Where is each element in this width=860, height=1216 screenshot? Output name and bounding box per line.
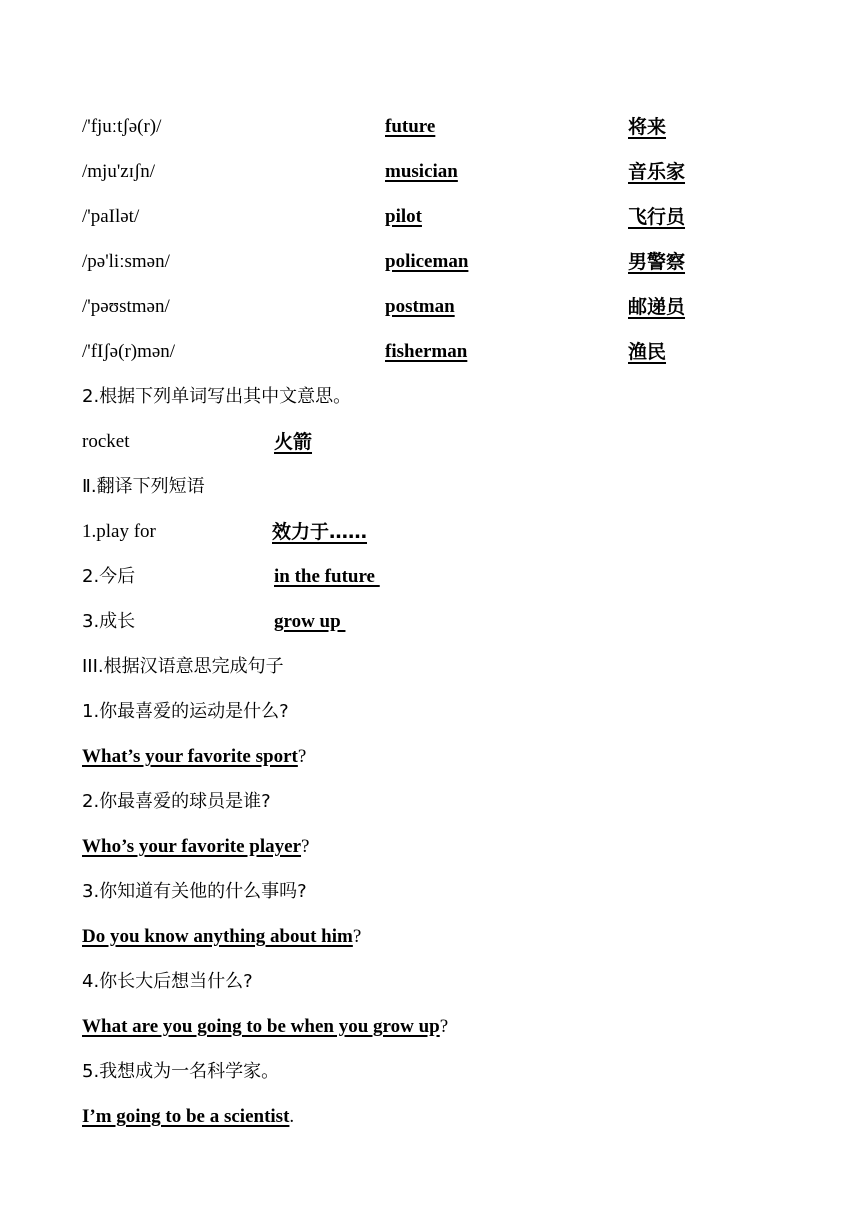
word-answer: pilot [385, 206, 422, 227]
sentence-end-punct: ? [352, 926, 362, 947]
sentence-answer-line [82, 1012, 448, 1042]
meaning-answer: 邮递员 [628, 296, 686, 318]
meaning-answer: 渔民 [628, 341, 667, 363]
meaning-answer: 音乐家 [628, 161, 686, 183]
sentence-end-punct: ? [439, 1016, 449, 1037]
word-answer: musician [385, 161, 458, 182]
sentence-answer: Do you know anything about him [82, 926, 353, 947]
phonetic-text: /'fjuːtʃə(r)/ [82, 116, 162, 137]
phonetic-text: /'fIʃə(r)mən/ [82, 341, 176, 362]
word-answer: policeman [385, 251, 469, 272]
word-answer: postman [385, 296, 455, 317]
sentence-answer: Who’s your favorite player [82, 836, 302, 857]
section-title: 2.根据下列单词写出其中文意思。 [82, 386, 352, 407]
sentence-answer-line [82, 1102, 294, 1132]
phrase-prompt: 2.今后 [82, 566, 136, 587]
part-title: III.根据汉语意思完成句子 [82, 656, 284, 677]
phrase-prompt: 3.成长 [82, 611, 136, 632]
sentence-answer: What are you going to be when you grow up [82, 1016, 440, 1037]
word-answer: fisherman [385, 341, 468, 362]
meaning-answer: 飞行员 [628, 206, 686, 228]
sentence-prompt: 3.你知道有关他的什么事吗? [82, 881, 307, 902]
sentence-answer: What’s your favorite sport [82, 746, 298, 767]
sentence-end-punct: ? [297, 746, 307, 767]
sentence-answer-line [82, 742, 306, 772]
phonetic-text: /'pəʊstmən/ [82, 296, 170, 317]
sentence-prompt: 2.你最喜爱的球员是谁? [82, 791, 271, 812]
sentence-prompt: 1.你最喜爱的运动是什么? [82, 701, 289, 722]
sentence-answer-line [82, 922, 361, 952]
sentence-end-punct: ? [301, 836, 310, 857]
meaning-answer: 男警察 [628, 251, 686, 273]
meaning-answer: 火箭 [274, 431, 313, 453]
phrase-answer: 效力于…… [272, 521, 368, 543]
phonetic-text: /pə'liːsmən/ [82, 251, 170, 272]
word-answer: future [385, 116, 436, 137]
phonetic-text: /'paIlət/ [82, 206, 140, 227]
sentence-answer-line [82, 832, 309, 862]
sentence-end-punct: . [289, 1106, 295, 1127]
phrase-answer: in the future [274, 566, 380, 587]
sentence-prompt: 5.我想成为一名科学家。 [82, 1061, 280, 1082]
sentence-prompt: 4.你长大后想当什么? [82, 971, 253, 992]
phrase-answer: grow up [274, 611, 346, 632]
phonetic-text: /mju'zɪʃn/ [82, 161, 156, 182]
part-title: Ⅱ.翻译下列短语 [82, 476, 205, 497]
meaning-answer: 将来 [628, 116, 667, 138]
sentence-answer: I’m going to be a scientist [82, 1106, 290, 1127]
word-prompt: rocket [82, 431, 130, 452]
phrase-prompt: 1.play for [82, 521, 156, 542]
